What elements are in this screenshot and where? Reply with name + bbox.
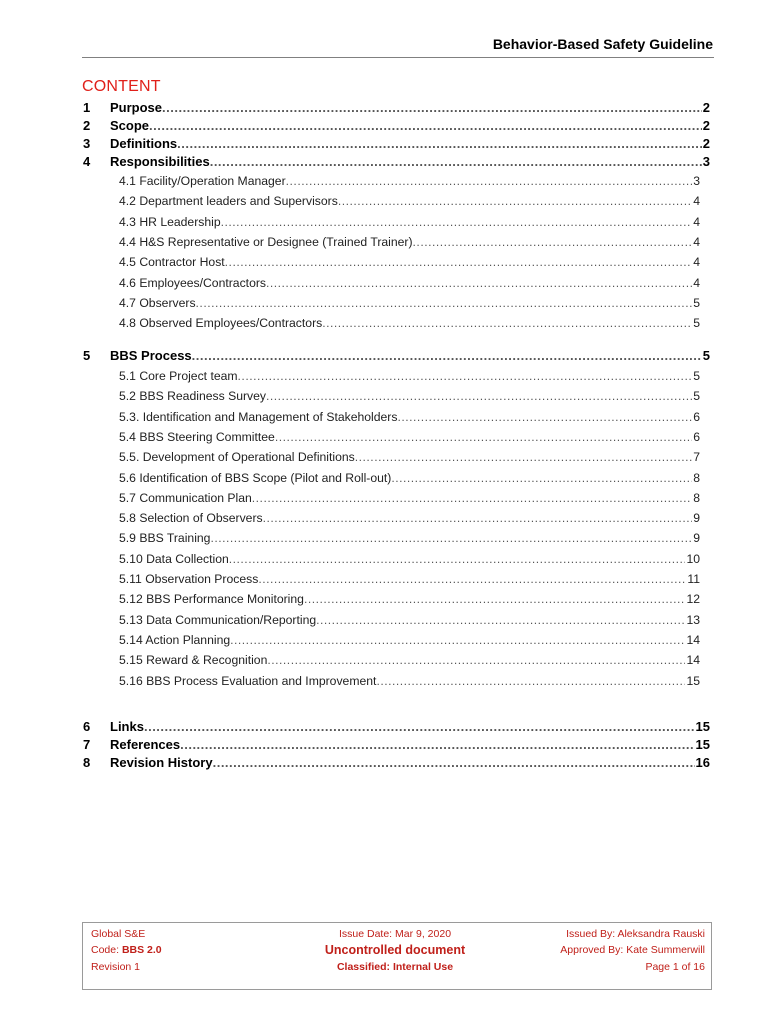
toc-subsection-label: 4.5 Contractor Host bbox=[119, 255, 225, 269]
toc-section-7[interactable] bbox=[0, 737, 768, 755]
toc-page-number: 7 bbox=[693, 450, 700, 464]
toc-entry bbox=[110, 100, 710, 115]
footer-code-label: Code: bbox=[91, 944, 122, 956]
toc-subsection-label: 5.7 Communication Plan bbox=[119, 491, 252, 505]
toc-leader-dots bbox=[413, 235, 693, 249]
toc-page-number: 5 bbox=[693, 369, 700, 383]
toc-subsection-label: 4.7 Observers bbox=[119, 296, 196, 310]
toc-entry bbox=[110, 118, 710, 133]
toc-leader-dots bbox=[192, 348, 702, 363]
toc-leader-dots bbox=[355, 450, 692, 464]
toc-section-1[interactable] bbox=[0, 100, 768, 118]
toc-entry bbox=[110, 348, 710, 363]
toc-entry bbox=[110, 737, 710, 752]
toc-section-number: 1 bbox=[83, 100, 91, 115]
toc-page-number: 9 bbox=[693, 531, 700, 545]
toc-leader-dots bbox=[225, 255, 693, 269]
toc-subsection[interactable] bbox=[0, 215, 768, 233]
toc-section-label: Scope bbox=[110, 118, 150, 133]
toc-entry bbox=[119, 296, 700, 310]
footer-org: Global S&E bbox=[91, 928, 146, 940]
toc-section-6[interactable] bbox=[0, 719, 768, 737]
toc-page-number: 5 bbox=[693, 316, 700, 330]
toc-leader-dots bbox=[210, 531, 692, 545]
toc-subsection[interactable] bbox=[0, 613, 768, 631]
toc-subsection[interactable] bbox=[0, 235, 768, 253]
toc-subsection-label: 5.13 Data Communication/Reporting bbox=[119, 613, 317, 627]
toc-leader-dots bbox=[316, 613, 685, 627]
footer-classification: Classified: Internal Use bbox=[336, 961, 454, 973]
toc-page-number: 12 bbox=[686, 592, 700, 606]
toc-subsection[interactable] bbox=[0, 633, 768, 651]
toc-entry bbox=[119, 450, 700, 464]
toc-page-number: 13 bbox=[686, 613, 700, 627]
toc-subsection-label: 4.2 Department leaders and Supervisors bbox=[119, 194, 338, 208]
toc-entry bbox=[110, 719, 710, 734]
toc-page-number: 6 bbox=[693, 430, 700, 444]
toc-leader-dots bbox=[286, 174, 693, 188]
toc-page-number: 15 bbox=[686, 674, 700, 688]
toc-page-number: 4 bbox=[693, 215, 700, 229]
toc-leader-dots bbox=[180, 737, 694, 752]
toc-entry bbox=[119, 389, 700, 403]
toc-section-number: 3 bbox=[83, 136, 91, 151]
toc-page-number: 3 bbox=[693, 174, 700, 188]
toc-section-number: 2 bbox=[83, 118, 91, 133]
toc-subsection[interactable] bbox=[0, 450, 768, 468]
footer-revision: Revision 1 bbox=[91, 961, 141, 973]
toc-section-number: 7 bbox=[83, 737, 91, 752]
toc-subsection-label: 5.12 BBS Performance Monitoring bbox=[119, 592, 304, 606]
toc-page-number: 14 bbox=[686, 633, 700, 647]
toc-leader-dots bbox=[338, 194, 692, 208]
document-title: Behavior-Based Safety Guideline bbox=[492, 36, 713, 52]
toc-subsection[interactable] bbox=[0, 511, 768, 529]
toc-leader-dots bbox=[322, 316, 692, 330]
toc-subsection-label: 5.10 Data Collection bbox=[119, 552, 229, 566]
toc-subsection[interactable] bbox=[0, 316, 768, 334]
toc-page-number: 9 bbox=[693, 511, 700, 525]
footer-page-info: Page 1 of 16 bbox=[645, 961, 705, 973]
toc-subsection-label: 5.15 Reward & Recognition bbox=[119, 653, 268, 667]
toc-entry bbox=[119, 531, 700, 545]
toc-section-label: Purpose bbox=[110, 100, 163, 115]
toc-leader-dots bbox=[177, 136, 702, 151]
toc-entry bbox=[119, 572, 700, 586]
footer-code bbox=[91, 944, 162, 956]
toc-leader-dots bbox=[149, 118, 702, 133]
toc-section-label: Definitions bbox=[110, 136, 178, 151]
toc-leader-dots bbox=[162, 100, 702, 115]
toc-leader-dots bbox=[397, 410, 692, 424]
toc-leader-dots bbox=[391, 471, 692, 485]
header-divider bbox=[82, 57, 714, 58]
toc-subsection[interactable] bbox=[0, 410, 768, 428]
toc-subsection-label: 4.1 Facility/Operation Manager bbox=[119, 174, 286, 188]
toc-leader-dots bbox=[258, 572, 686, 586]
toc-subsection-label: 5.6 Identification of BBS Scope (Pilot and Roll-out) bbox=[119, 471, 392, 485]
toc-page-number: 11 bbox=[687, 572, 700, 586]
toc-subsection-label: 5.2 BBS Readiness Survey bbox=[119, 389, 267, 403]
toc-section-number: 4 bbox=[83, 154, 91, 169]
toc-subsection-label: 5.3. Identification and Management of Stakeholders bbox=[119, 410, 398, 424]
toc-leader-dots bbox=[266, 389, 692, 403]
toc-entry bbox=[119, 511, 700, 525]
toc-subsection[interactable] bbox=[0, 471, 768, 489]
toc-subsection-label: 4.3 HR Leadership bbox=[119, 215, 221, 229]
toc-subsection-label: 5.4 BBS Steering Committee bbox=[119, 430, 275, 444]
toc-section-label: BBS Process bbox=[110, 348, 192, 363]
toc-section-label: Links bbox=[110, 719, 144, 734]
toc-subsection-label: 5.16 BBS Process Evaluation and Improvement bbox=[119, 674, 377, 688]
toc-leader-dots bbox=[263, 511, 693, 525]
toc-entry bbox=[119, 194, 700, 208]
toc-page-number: 8 bbox=[693, 471, 700, 485]
toc-page-number: 4 bbox=[693, 255, 700, 269]
toc-subsection-label: 5.5. Development of Operational Definitions bbox=[119, 450, 355, 464]
toc-entry bbox=[119, 255, 700, 269]
footer-issue-date: Issue Date: Mar 9, 2020 bbox=[338, 928, 452, 940]
toc-entry bbox=[119, 316, 700, 330]
toc-leader-dots bbox=[304, 592, 686, 606]
toc-subsection-label: 5.11 Observation Process bbox=[119, 572, 259, 586]
toc-page-number: 5 bbox=[693, 389, 700, 403]
footer-approved-by: Approved By: Kate Summerwill bbox=[560, 944, 705, 956]
toc-subsection-label: 4.4 H&S Representative or Designee (Trained Trainer) bbox=[119, 235, 413, 249]
toc-subsection-label: 5.1 Core Project team bbox=[119, 369, 238, 383]
toc-entry bbox=[119, 430, 700, 444]
toc-entry bbox=[119, 410, 700, 424]
page-footer bbox=[82, 922, 712, 990]
toc-page-number: 16 bbox=[695, 755, 710, 770]
toc-entry bbox=[119, 653, 700, 667]
toc-page-number: 4 bbox=[693, 276, 700, 290]
toc-subsection[interactable] bbox=[0, 389, 768, 407]
toc-page-number: 3 bbox=[702, 154, 710, 169]
toc-entry bbox=[119, 276, 700, 290]
toc-entry bbox=[119, 552, 700, 566]
toc-page-number: 4 bbox=[693, 235, 700, 249]
toc-entry bbox=[119, 471, 700, 485]
toc-subsection[interactable] bbox=[0, 653, 768, 671]
toc-section-label: References bbox=[110, 737, 181, 752]
toc-section-8[interactable] bbox=[0, 755, 768, 773]
toc-section-label: Responsibilities bbox=[110, 154, 210, 169]
toc-subsection[interactable] bbox=[0, 369, 768, 387]
toc-subsection[interactable] bbox=[0, 674, 768, 692]
toc-subsection[interactable] bbox=[0, 491, 768, 509]
footer-status: Uncontrolled document bbox=[324, 943, 466, 957]
toc-leader-dots bbox=[238, 369, 693, 383]
toc-subsection[interactable] bbox=[0, 552, 768, 570]
toc-leader-dots bbox=[210, 154, 702, 169]
toc-entry bbox=[119, 215, 700, 229]
toc-entry bbox=[119, 369, 700, 383]
toc-leader-dots bbox=[267, 653, 685, 667]
toc-section-4[interactable] bbox=[0, 154, 768, 172]
toc-page-number: 2 bbox=[702, 118, 710, 133]
toc-leader-dots bbox=[266, 276, 692, 290]
toc-page-number: 15 bbox=[695, 737, 710, 752]
toc-leader-dots bbox=[275, 430, 692, 444]
toc-page-number: 5 bbox=[693, 296, 700, 310]
toc-entry bbox=[119, 174, 700, 188]
toc-page-number: 6 bbox=[693, 410, 700, 424]
toc-subsection[interactable] bbox=[0, 430, 768, 448]
toc-subsection[interactable] bbox=[0, 572, 768, 590]
toc-page-number: 4 bbox=[693, 194, 700, 208]
content-heading: CONTENT bbox=[82, 78, 161, 95]
toc-leader-dots bbox=[196, 296, 693, 310]
toc-leader-dots bbox=[213, 755, 695, 770]
toc-page-number: 8 bbox=[693, 491, 700, 505]
toc-leader-dots bbox=[230, 633, 685, 647]
toc-entry bbox=[110, 136, 710, 151]
toc-leader-dots bbox=[221, 215, 693, 229]
toc-page-number: 14 bbox=[686, 653, 700, 667]
toc-leader-dots bbox=[229, 552, 686, 566]
toc-entry bbox=[110, 755, 710, 770]
toc-entry bbox=[119, 633, 700, 647]
toc-entry bbox=[119, 674, 700, 688]
toc-subsection-label: 4.6 Employees/Contractors bbox=[119, 276, 266, 290]
toc-subsection[interactable] bbox=[0, 531, 768, 549]
toc-section-3[interactable] bbox=[0, 136, 768, 154]
toc-entry bbox=[110, 154, 710, 169]
toc-page-number: 15 bbox=[695, 719, 710, 734]
footer-issued-by: Issued By: Aleksandra Rauski bbox=[566, 928, 705, 940]
toc-subsection[interactable] bbox=[0, 296, 768, 314]
toc-section-number: 8 bbox=[83, 755, 91, 770]
toc-leader-dots bbox=[252, 491, 692, 505]
toc-subsection[interactable] bbox=[0, 255, 768, 273]
toc-subsection-label: 5.9 BBS Training bbox=[119, 531, 211, 545]
toc-page-number: 2 bbox=[702, 100, 710, 115]
toc-subsection-label: 5.8 Selection of Observers bbox=[119, 511, 263, 525]
toc-leader-dots bbox=[376, 674, 685, 688]
toc-page-number: 10 bbox=[686, 552, 700, 566]
toc-subsection[interactable] bbox=[0, 592, 768, 610]
toc-subsection[interactable] bbox=[0, 194, 768, 212]
toc-page-number: 5 bbox=[702, 348, 710, 363]
toc-section-label: Revision History bbox=[110, 755, 213, 770]
toc-section-2[interactable] bbox=[0, 118, 768, 136]
toc-subsection[interactable] bbox=[0, 174, 768, 192]
toc-entry bbox=[119, 592, 700, 606]
toc-entry bbox=[119, 235, 700, 249]
toc-section-number: 6 bbox=[83, 719, 91, 734]
toc-entry bbox=[119, 491, 700, 505]
toc-subsection-label: 5.14 Action Planning bbox=[119, 633, 231, 647]
footer-code-value: BBS 2.0 bbox=[121, 944, 162, 956]
toc-entry bbox=[119, 613, 700, 627]
toc-subsection-label: 4.8 Observed Employees/Contractors bbox=[119, 316, 323, 330]
toc-leader-dots bbox=[144, 719, 695, 734]
toc-section-number: 5 bbox=[83, 348, 91, 363]
toc-subsection[interactable] bbox=[0, 276, 768, 294]
toc-page-number: 2 bbox=[702, 136, 710, 151]
toc-section-5[interactable] bbox=[0, 348, 768, 366]
